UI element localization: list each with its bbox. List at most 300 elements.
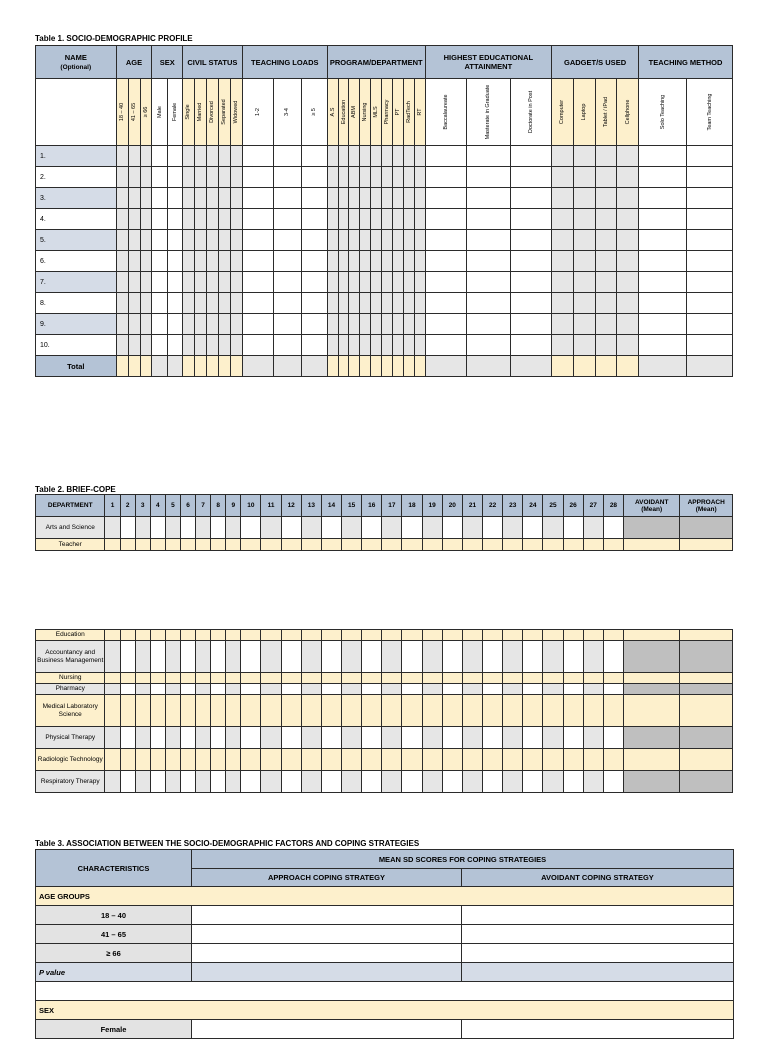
score-cell[interactable] bbox=[301, 630, 321, 641]
score-cell[interactable] bbox=[483, 727, 503, 749]
data-cell[interactable] bbox=[167, 335, 182, 356]
data-cell[interactable] bbox=[510, 188, 551, 209]
score-cell[interactable] bbox=[342, 630, 362, 641]
data-cell[interactable] bbox=[327, 188, 338, 209]
score-cell[interactable] bbox=[543, 771, 563, 793]
score-cell[interactable] bbox=[583, 673, 603, 684]
data-cell[interactable] bbox=[552, 188, 574, 209]
data-cell[interactable] bbox=[371, 272, 382, 293]
data-cell[interactable] bbox=[338, 314, 349, 335]
score-cell[interactable] bbox=[523, 771, 543, 793]
data-cell[interactable] bbox=[128, 335, 140, 356]
data-cell[interactable] bbox=[301, 314, 327, 335]
data-cell[interactable] bbox=[338, 335, 349, 356]
score-cell[interactable] bbox=[503, 695, 523, 727]
score-cell[interactable] bbox=[301, 749, 321, 771]
data-cell[interactable] bbox=[639, 230, 687, 251]
data-cell[interactable] bbox=[167, 230, 182, 251]
score-cell[interactable] bbox=[603, 771, 623, 793]
data-cell[interactable] bbox=[152, 230, 167, 251]
score-cell[interactable] bbox=[135, 695, 150, 727]
data-cell[interactable] bbox=[425, 146, 466, 167]
data-cell[interactable] bbox=[116, 335, 128, 356]
data-cell[interactable] bbox=[206, 146, 218, 167]
score-cell[interactable] bbox=[503, 727, 523, 749]
total-cell[interactable] bbox=[349, 356, 360, 377]
score-cell[interactable] bbox=[180, 539, 195, 551]
avoidant-cell[interactable] bbox=[462, 1020, 734, 1039]
score-cell[interactable] bbox=[321, 749, 341, 771]
score-cell[interactable] bbox=[165, 539, 180, 551]
score-cell[interactable] bbox=[342, 673, 362, 684]
score-cell[interactable] bbox=[543, 749, 563, 771]
score-cell[interactable] bbox=[241, 727, 261, 749]
data-cell[interactable] bbox=[552, 335, 574, 356]
data-cell[interactable] bbox=[182, 251, 194, 272]
data-cell[interactable] bbox=[573, 272, 595, 293]
data-cell[interactable] bbox=[360, 146, 371, 167]
data-cell[interactable] bbox=[552, 314, 574, 335]
total-cell[interactable] bbox=[595, 356, 617, 377]
data-cell[interactable] bbox=[371, 335, 382, 356]
data-cell[interactable] bbox=[230, 335, 242, 356]
score-cell[interactable] bbox=[462, 749, 482, 771]
data-cell[interactable] bbox=[617, 335, 639, 356]
score-cell[interactable] bbox=[301, 641, 321, 673]
data-cell[interactable] bbox=[301, 167, 327, 188]
score-cell[interactable] bbox=[583, 727, 603, 749]
data-cell[interactable] bbox=[182, 230, 194, 251]
data-cell[interactable] bbox=[167, 314, 182, 335]
data-cell[interactable] bbox=[403, 167, 414, 188]
data-cell[interactable] bbox=[140, 209, 152, 230]
data-cell[interactable] bbox=[639, 335, 687, 356]
data-cell[interactable] bbox=[230, 314, 242, 335]
data-cell[interactable] bbox=[687, 293, 733, 314]
data-cell[interactable] bbox=[382, 167, 393, 188]
score-cell[interactable] bbox=[402, 673, 422, 684]
score-cell[interactable] bbox=[382, 771, 402, 793]
score-cell[interactable] bbox=[402, 684, 422, 695]
data-cell[interactable] bbox=[338, 167, 349, 188]
data-cell[interactable] bbox=[274, 272, 301, 293]
score-cell[interactable] bbox=[180, 749, 195, 771]
data-cell[interactable] bbox=[301, 272, 327, 293]
data-cell[interactable] bbox=[274, 209, 301, 230]
score-cell[interactable] bbox=[603, 684, 623, 695]
data-cell[interactable] bbox=[360, 209, 371, 230]
score-cell[interactable] bbox=[462, 641, 482, 673]
data-cell[interactable] bbox=[573, 314, 595, 335]
total-cell[interactable] bbox=[140, 356, 152, 377]
data-cell[interactable] bbox=[230, 230, 242, 251]
data-cell[interactable] bbox=[573, 167, 595, 188]
data-cell[interactable] bbox=[687, 188, 733, 209]
data-cell[interactable] bbox=[338, 251, 349, 272]
score-cell[interactable] bbox=[563, 539, 583, 551]
score-cell[interactable] bbox=[241, 771, 261, 793]
data-cell[interactable] bbox=[206, 209, 218, 230]
score-cell[interactable] bbox=[281, 539, 301, 551]
score-cell[interactable] bbox=[281, 673, 301, 684]
data-cell[interactable] bbox=[467, 188, 511, 209]
score-cell[interactable] bbox=[583, 517, 603, 539]
data-cell[interactable] bbox=[327, 209, 338, 230]
score-cell[interactable] bbox=[180, 630, 195, 641]
score-cell[interactable] bbox=[402, 641, 422, 673]
score-cell[interactable] bbox=[321, 641, 341, 673]
total-cell[interactable] bbox=[128, 356, 140, 377]
approach-cell[interactable] bbox=[192, 906, 462, 925]
data-cell[interactable] bbox=[274, 188, 301, 209]
data-cell[interactable] bbox=[206, 293, 218, 314]
score-cell[interactable] bbox=[241, 673, 261, 684]
score-cell[interactable] bbox=[362, 749, 382, 771]
data-cell[interactable] bbox=[392, 272, 403, 293]
score-cell[interactable] bbox=[442, 695, 462, 727]
score-cell[interactable] bbox=[120, 539, 135, 551]
data-cell[interactable] bbox=[425, 251, 466, 272]
total-cell[interactable] bbox=[301, 356, 327, 377]
approach-mean-cell[interactable] bbox=[680, 749, 733, 771]
score-cell[interactable] bbox=[603, 695, 623, 727]
score-cell[interactable] bbox=[543, 630, 563, 641]
data-cell[interactable] bbox=[274, 251, 301, 272]
score-cell[interactable] bbox=[135, 630, 150, 641]
data-cell[interactable] bbox=[371, 209, 382, 230]
data-cell[interactable] bbox=[595, 314, 617, 335]
total-cell[interactable] bbox=[687, 356, 733, 377]
data-cell[interactable] bbox=[152, 272, 167, 293]
data-cell[interactable] bbox=[414, 167, 425, 188]
data-cell[interactable] bbox=[327, 272, 338, 293]
data-cell[interactable] bbox=[140, 272, 152, 293]
score-cell[interactable] bbox=[196, 673, 211, 684]
score-cell[interactable] bbox=[563, 771, 583, 793]
data-cell[interactable] bbox=[382, 314, 393, 335]
data-cell[interactable] bbox=[573, 209, 595, 230]
data-cell[interactable] bbox=[403, 251, 414, 272]
data-cell[interactable] bbox=[301, 146, 327, 167]
avoidant-mean-cell[interactable] bbox=[624, 727, 680, 749]
score-cell[interactable] bbox=[483, 641, 503, 673]
data-cell[interactable] bbox=[617, 272, 639, 293]
approach-mean-cell[interactable] bbox=[680, 727, 733, 749]
data-cell[interactable] bbox=[595, 251, 617, 272]
data-cell[interactable] bbox=[230, 188, 242, 209]
data-cell[interactable] bbox=[242, 293, 274, 314]
score-cell[interactable] bbox=[105, 684, 120, 695]
score-cell[interactable] bbox=[503, 673, 523, 684]
score-cell[interactable] bbox=[362, 684, 382, 695]
score-cell[interactable] bbox=[422, 641, 442, 673]
score-cell[interactable] bbox=[382, 641, 402, 673]
total-cell[interactable] bbox=[403, 356, 414, 377]
data-cell[interactable] bbox=[194, 272, 206, 293]
score-cell[interactable] bbox=[503, 539, 523, 551]
score-cell[interactable] bbox=[281, 641, 301, 673]
score-cell[interactable] bbox=[543, 673, 563, 684]
score-cell[interactable] bbox=[150, 771, 165, 793]
data-cell[interactable] bbox=[403, 146, 414, 167]
data-cell[interactable] bbox=[510, 167, 551, 188]
score-cell[interactable] bbox=[150, 641, 165, 673]
score-cell[interactable] bbox=[462, 517, 482, 539]
data-cell[interactable] bbox=[414, 314, 425, 335]
data-cell[interactable] bbox=[242, 146, 274, 167]
approach-mean-cell[interactable] bbox=[680, 673, 733, 684]
score-cell[interactable] bbox=[583, 695, 603, 727]
score-cell[interactable] bbox=[135, 517, 150, 539]
data-cell[interactable] bbox=[152, 335, 167, 356]
data-cell[interactable] bbox=[360, 293, 371, 314]
data-cell[interactable] bbox=[349, 230, 360, 251]
score-cell[interactable] bbox=[462, 771, 482, 793]
score-cell[interactable] bbox=[150, 684, 165, 695]
score-cell[interactable] bbox=[422, 517, 442, 539]
score-cell[interactable] bbox=[211, 727, 226, 749]
score-cell[interactable] bbox=[442, 641, 462, 673]
data-cell[interactable] bbox=[349, 146, 360, 167]
data-cell[interactable] bbox=[301, 335, 327, 356]
total-cell[interactable] bbox=[338, 356, 349, 377]
data-cell[interactable] bbox=[274, 335, 301, 356]
data-cell[interactable] bbox=[167, 293, 182, 314]
score-cell[interactable] bbox=[503, 749, 523, 771]
data-cell[interactable] bbox=[242, 251, 274, 272]
score-cell[interactable] bbox=[321, 673, 341, 684]
data-cell[interactable] bbox=[687, 146, 733, 167]
data-cell[interactable] bbox=[116, 167, 128, 188]
score-cell[interactable] bbox=[226, 771, 241, 793]
score-cell[interactable] bbox=[105, 630, 120, 641]
score-cell[interactable] bbox=[422, 749, 442, 771]
data-cell[interactable] bbox=[116, 293, 128, 314]
score-cell[interactable] bbox=[603, 727, 623, 749]
score-cell[interactable] bbox=[382, 695, 402, 727]
score-cell[interactable] bbox=[543, 539, 563, 551]
score-cell[interactable] bbox=[261, 684, 281, 695]
score-cell[interactable] bbox=[196, 539, 211, 551]
score-cell[interactable] bbox=[442, 630, 462, 641]
score-cell[interactable] bbox=[422, 727, 442, 749]
score-cell[interactable] bbox=[301, 517, 321, 539]
data-cell[interactable] bbox=[392, 167, 403, 188]
data-cell[interactable] bbox=[206, 251, 218, 272]
data-cell[interactable] bbox=[194, 188, 206, 209]
data-cell[interactable] bbox=[327, 335, 338, 356]
score-cell[interactable] bbox=[135, 727, 150, 749]
score-cell[interactable] bbox=[583, 641, 603, 673]
data-cell[interactable] bbox=[327, 167, 338, 188]
score-cell[interactable] bbox=[362, 673, 382, 684]
score-cell[interactable] bbox=[196, 641, 211, 673]
score-cell[interactable] bbox=[483, 695, 503, 727]
data-cell[interactable] bbox=[382, 251, 393, 272]
score-cell[interactable] bbox=[523, 684, 543, 695]
score-cell[interactable] bbox=[226, 630, 241, 641]
score-cell[interactable] bbox=[135, 641, 150, 673]
data-cell[interactable] bbox=[403, 188, 414, 209]
data-cell[interactable] bbox=[467, 272, 511, 293]
data-cell[interactable] bbox=[218, 146, 230, 167]
score-cell[interactable] bbox=[120, 641, 135, 673]
score-cell[interactable] bbox=[342, 727, 362, 749]
score-cell[interactable] bbox=[483, 749, 503, 771]
data-cell[interactable] bbox=[425, 188, 466, 209]
score-cell[interactable] bbox=[422, 539, 442, 551]
data-cell[interactable] bbox=[152, 314, 167, 335]
score-cell[interactable] bbox=[261, 630, 281, 641]
score-cell[interactable] bbox=[563, 684, 583, 695]
data-cell[interactable] bbox=[425, 209, 466, 230]
score-cell[interactable] bbox=[583, 749, 603, 771]
data-cell[interactable] bbox=[349, 314, 360, 335]
score-cell[interactable] bbox=[543, 517, 563, 539]
score-cell[interactable] bbox=[241, 517, 261, 539]
score-cell[interactable] bbox=[211, 673, 226, 684]
score-cell[interactable] bbox=[120, 630, 135, 641]
score-cell[interactable] bbox=[180, 771, 195, 793]
score-cell[interactable] bbox=[362, 630, 382, 641]
data-cell[interactable] bbox=[327, 314, 338, 335]
score-cell[interactable] bbox=[261, 673, 281, 684]
score-cell[interactable] bbox=[165, 517, 180, 539]
score-cell[interactable] bbox=[563, 749, 583, 771]
score-cell[interactable] bbox=[563, 727, 583, 749]
data-cell[interactable] bbox=[230, 146, 242, 167]
data-cell[interactable] bbox=[617, 188, 639, 209]
data-cell[interactable] bbox=[349, 251, 360, 272]
data-cell[interactable] bbox=[242, 209, 274, 230]
data-cell[interactable] bbox=[371, 167, 382, 188]
data-cell[interactable] bbox=[403, 314, 414, 335]
data-cell[interactable] bbox=[194, 293, 206, 314]
data-cell[interactable] bbox=[392, 335, 403, 356]
total-cell[interactable] bbox=[206, 356, 218, 377]
data-cell[interactable] bbox=[206, 272, 218, 293]
score-cell[interactable] bbox=[402, 630, 422, 641]
score-cell[interactable] bbox=[165, 673, 180, 684]
data-cell[interactable] bbox=[510, 230, 551, 251]
total-cell[interactable] bbox=[552, 356, 574, 377]
score-cell[interactable] bbox=[120, 684, 135, 695]
data-cell[interactable] bbox=[360, 188, 371, 209]
data-cell[interactable] bbox=[371, 230, 382, 251]
data-cell[interactable] bbox=[140, 293, 152, 314]
data-cell[interactable] bbox=[392, 251, 403, 272]
score-cell[interactable] bbox=[165, 630, 180, 641]
data-cell[interactable] bbox=[116, 146, 128, 167]
data-cell[interactable] bbox=[182, 167, 194, 188]
score-cell[interactable] bbox=[165, 771, 180, 793]
data-cell[interactable] bbox=[639, 167, 687, 188]
score-cell[interactable] bbox=[402, 539, 422, 551]
score-cell[interactable] bbox=[105, 539, 120, 551]
data-cell[interactable] bbox=[230, 251, 242, 272]
data-cell[interactable] bbox=[639, 293, 687, 314]
data-cell[interactable] bbox=[194, 146, 206, 167]
score-cell[interactable] bbox=[180, 695, 195, 727]
score-cell[interactable] bbox=[543, 695, 563, 727]
score-cell[interactable] bbox=[196, 749, 211, 771]
total-cell[interactable] bbox=[274, 356, 301, 377]
score-cell[interactable] bbox=[342, 771, 362, 793]
data-cell[interactable] bbox=[327, 146, 338, 167]
score-cell[interactable] bbox=[523, 695, 543, 727]
data-cell[interactable] bbox=[206, 167, 218, 188]
score-cell[interactable] bbox=[523, 673, 543, 684]
score-cell[interactable] bbox=[523, 517, 543, 539]
score-cell[interactable] bbox=[150, 539, 165, 551]
avoidant-mean-cell[interactable] bbox=[624, 673, 680, 684]
total-cell[interactable] bbox=[371, 356, 382, 377]
data-cell[interactable] bbox=[338, 230, 349, 251]
score-cell[interactable] bbox=[226, 684, 241, 695]
data-cell[interactable] bbox=[338, 209, 349, 230]
score-cell[interactable] bbox=[211, 517, 226, 539]
score-cell[interactable] bbox=[301, 684, 321, 695]
score-cell[interactable] bbox=[165, 749, 180, 771]
score-cell[interactable] bbox=[523, 539, 543, 551]
total-cell[interactable] bbox=[414, 356, 425, 377]
data-cell[interactable] bbox=[382, 188, 393, 209]
data-cell[interactable] bbox=[230, 272, 242, 293]
score-cell[interactable] bbox=[281, 630, 301, 641]
score-cell[interactable] bbox=[321, 771, 341, 793]
total-cell[interactable] bbox=[194, 356, 206, 377]
data-cell[interactable] bbox=[371, 188, 382, 209]
score-cell[interactable] bbox=[503, 630, 523, 641]
data-cell[interactable] bbox=[687, 230, 733, 251]
data-cell[interactable] bbox=[128, 230, 140, 251]
score-cell[interactable] bbox=[422, 695, 442, 727]
score-cell[interactable] bbox=[135, 749, 150, 771]
score-cell[interactable] bbox=[523, 727, 543, 749]
data-cell[interactable] bbox=[573, 335, 595, 356]
score-cell[interactable] bbox=[180, 517, 195, 539]
score-cell[interactable] bbox=[483, 539, 503, 551]
data-cell[interactable] bbox=[552, 209, 574, 230]
score-cell[interactable] bbox=[180, 727, 195, 749]
data-cell[interactable] bbox=[116, 314, 128, 335]
score-cell[interactable] bbox=[196, 630, 211, 641]
data-cell[interactable] bbox=[338, 188, 349, 209]
score-cell[interactable] bbox=[150, 749, 165, 771]
score-cell[interactable] bbox=[301, 771, 321, 793]
data-cell[interactable] bbox=[360, 167, 371, 188]
data-cell[interactable] bbox=[167, 272, 182, 293]
data-cell[interactable] bbox=[230, 167, 242, 188]
data-cell[interactable] bbox=[371, 314, 382, 335]
score-cell[interactable] bbox=[442, 517, 462, 539]
score-cell[interactable] bbox=[462, 673, 482, 684]
score-cell[interactable] bbox=[211, 684, 226, 695]
score-cell[interactable] bbox=[422, 673, 442, 684]
data-cell[interactable] bbox=[552, 230, 574, 251]
data-cell[interactable] bbox=[403, 209, 414, 230]
data-cell[interactable] bbox=[617, 251, 639, 272]
score-cell[interactable] bbox=[180, 673, 195, 684]
data-cell[interactable] bbox=[218, 335, 230, 356]
data-cell[interactable] bbox=[617, 230, 639, 251]
score-cell[interactable] bbox=[150, 695, 165, 727]
data-cell[interactable] bbox=[371, 146, 382, 167]
data-cell[interactable] bbox=[274, 314, 301, 335]
score-cell[interactable] bbox=[342, 641, 362, 673]
avoidant-cell[interactable] bbox=[462, 925, 734, 944]
data-cell[interactable] bbox=[140, 314, 152, 335]
